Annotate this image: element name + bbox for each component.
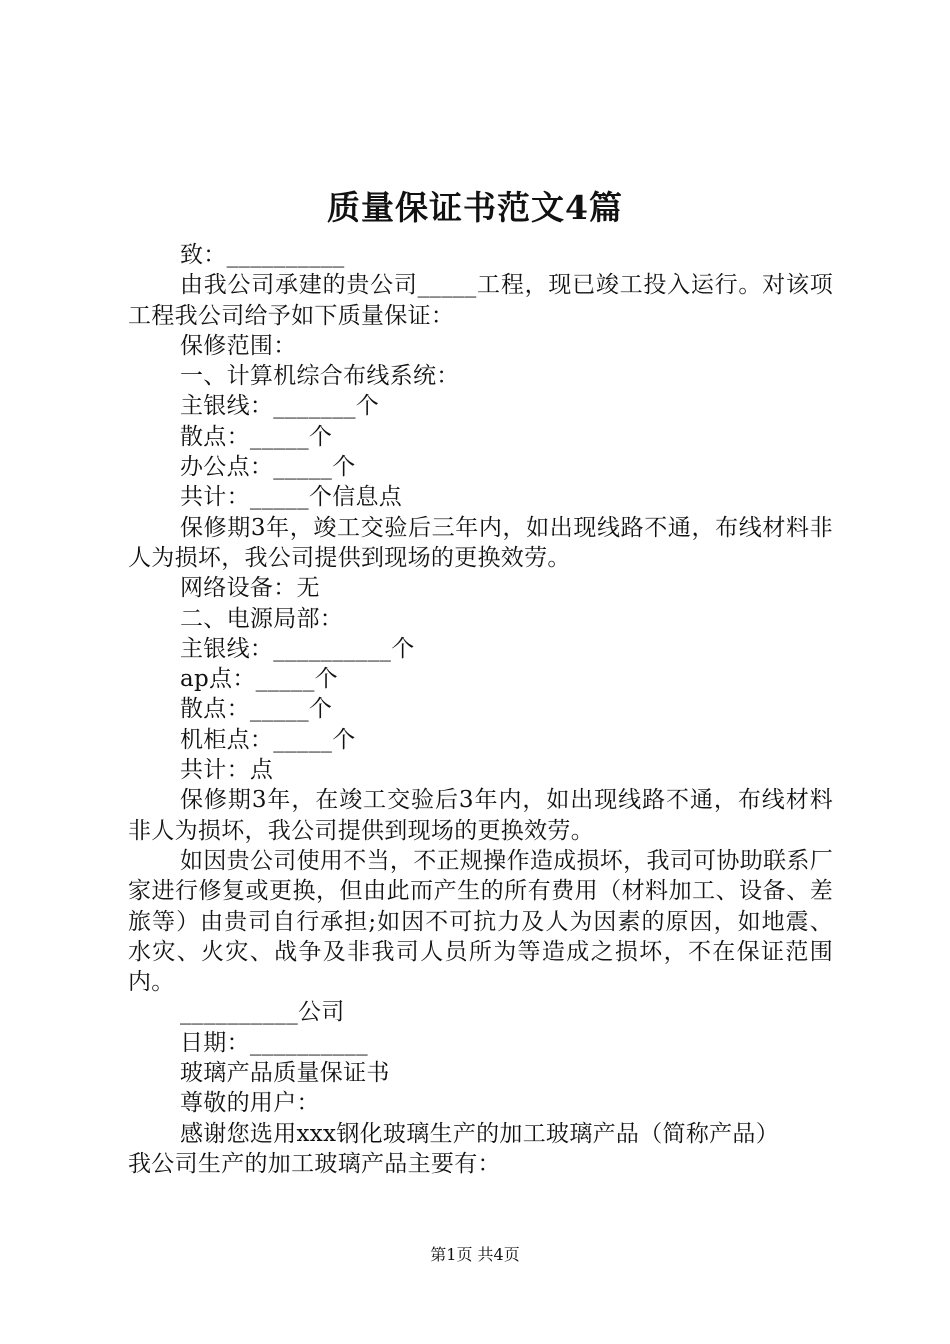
paragraph-exclusions: 如因贵公司使用不当，不正规操作造成损坏，我司可协助联系厂家进行修复或更换，但由此而产生的所有费用（材料加工、设备、差旅等）由贵司自行承担;如因不可抗力及人为因素的原因，如地震、水灾、火灾、战争及非我司人员所为等造成之损坏，不在保证范围内。 — [128, 847, 833, 996]
paragraph-products-intro: 我公司生产的加工玻璃产品主要有： — [128, 1150, 501, 1177]
paragraph-total-points: 共计：点 — [180, 757, 274, 784]
document-title: 质量保证书范文4篇 — [327, 188, 623, 227]
paragraph-scope-heading: 保修范围： — [180, 332, 297, 359]
paragraph-to: 致：__________ — [180, 242, 345, 268]
paragraph-intro: 由我公司承建的贵公司_____工程，现已竣工投入运行。对该项工程我公司给予如下质量保证： — [128, 272, 833, 329]
paragraph-section-1: 一、计算机综合布线系统： — [180, 363, 460, 390]
page-footer: 第1页 共4页 — [430, 1245, 520, 1264]
paragraph-scatter-points: 散点：_____个 — [180, 423, 333, 450]
paragraph-salutation: 尊敬的用户： — [180, 1090, 320, 1117]
paragraph-office-points: 办公点：_____个 — [180, 454, 356, 481]
paragraph-warranty-2: 保修期3年，在竣工交验后3年内，如出现线路不通，布线材料非人为损坏，我公司提供到现场的更换效劳。 — [128, 787, 833, 844]
paragraph-ap-points: ap点：_____个 — [180, 666, 338, 693]
paragraph-total-info-points: 共计：_____个信息点 — [180, 484, 403, 511]
document-body — [128, 240, 833, 1179]
paragraph-thanks: 感谢您选用xxx钢化玻璃生产的加工玻璃产品（简称产品） — [180, 1120, 780, 1147]
paragraph-date: 日期：__________ — [180, 1029, 368, 1056]
paragraph-company-signature: __________公司 — [180, 999, 345, 1026]
paragraph-section-2: 二、电源局部： — [180, 605, 344, 632]
paragraph-main-line-2: 主银线：__________个 — [180, 635, 415, 662]
paragraph-main-line: 主银线：_______个 — [180, 393, 380, 420]
paragraph-scatter-points-2: 散点：_____个 — [180, 696, 333, 723]
paragraph-warranty-1: 保修期3年，竣工交验后三年内，如出现线路不通，布线材料非人为损坏，我公司提供到现场的更换效劳。 — [128, 514, 833, 571]
paragraph-network-equipment: 网络设备：无 — [180, 575, 320, 602]
paragraph-glass-heading: 玻璃产品质量保证书 — [180, 1060, 390, 1087]
paragraph-cabinet-points: 机柜点：_____个 — [180, 726, 356, 753]
